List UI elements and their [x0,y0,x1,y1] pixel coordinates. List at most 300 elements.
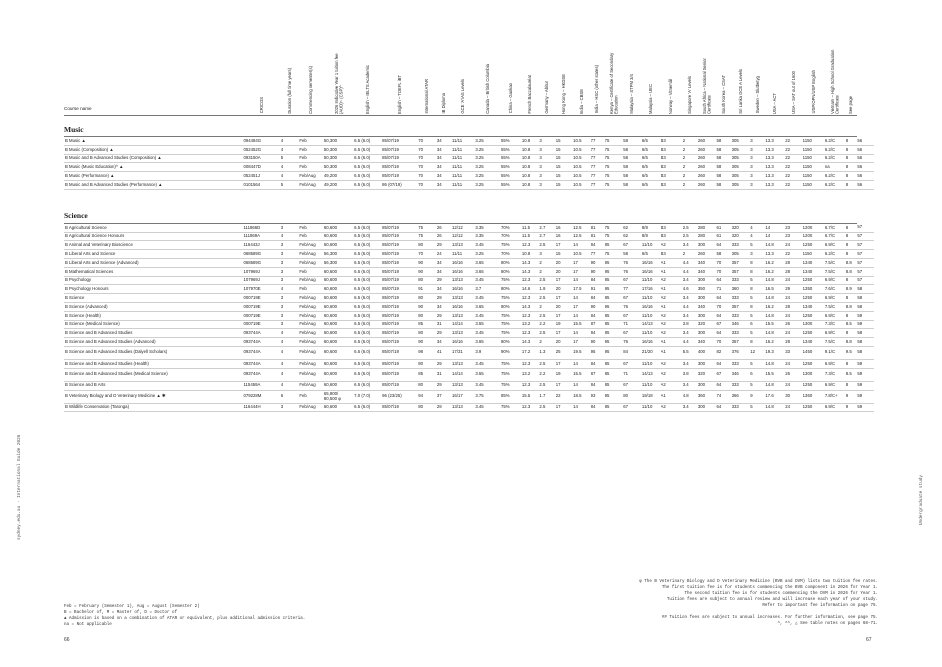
table-cell: 70 [418,163,437,172]
table-cell: 13/13 [452,241,475,250]
table-cell: 16/16 [452,258,475,267]
table-cell: 50,300 [324,154,354,163]
column-header-label: See page [848,95,854,114]
table-cell: 14.8 [765,403,785,412]
table-cell: 87 [591,368,605,381]
table-cell: 6.5 (6.0) [354,163,382,172]
table-cell: 16 [556,223,573,232]
table-cell: 75 [605,223,624,232]
table-cell: 14.3 [522,302,539,311]
table-cell: 093744A [243,346,280,359]
table-cell: 98 [418,346,437,359]
column-header [785,36,802,116]
table-cell: 4 [281,172,300,181]
table-cell: 80 [418,294,437,303]
table-cell: 3.4 [683,241,698,250]
table-cell: 305 [732,154,751,163]
table-cell: 22 [556,390,573,403]
table-cell: 14.3 [522,338,539,347]
table-cell: 3 [539,145,555,154]
column-header [418,36,437,116]
table-cell: 70% [501,223,522,232]
table-cell: 17 [556,241,573,250]
table-cell: 10.8 [522,137,539,146]
table-cell: 6.9/C [825,381,846,390]
table-row [64,154,874,163]
table-cell: A2 [661,241,683,250]
table-cell: 333 [732,359,751,368]
table-cell: 300 [698,403,717,412]
legend-line: na = Not applicable [64,623,112,627]
table-cell: 11/11 [452,163,475,172]
table-cell: 64 [716,311,731,320]
table-cell: 8 [846,359,858,368]
course-name-cell: B Science and B Advanced Studies (Advanced) [64,338,243,347]
column-header-label: Vietnam – High School Graduation Certificate [829,49,840,114]
table-cell: 90 [591,258,605,267]
table-cell: 260 [698,250,717,259]
table-cell: 13.2 [522,368,539,381]
table-cell: 75 [605,163,624,172]
table-cell: 80% [501,258,522,267]
table-cell: 6/5 [642,180,661,189]
table-cell: 50,300 [324,163,354,172]
table-cell: 74 [716,390,731,403]
table-cell: 4 [750,223,765,232]
table-cell: 81 [591,223,605,232]
table-cell: 85/07/19 [382,294,418,303]
table-cell: 6.9/C [825,294,846,303]
table-cell: 95 [605,338,624,347]
table-cell: 84 [591,276,605,285]
table-cell: 1250 [803,403,825,412]
table-cell: 12.3 [522,381,539,390]
table-cell: 11/10 [642,329,661,338]
table-cell: 5 [750,359,765,368]
table-cell: 50,300 [324,145,354,154]
table-cell: 67 [623,329,642,338]
table-cell: 6.5 (6.0) [354,223,382,232]
table-cell: 25 [556,346,573,359]
table-cell: 15 [556,172,573,181]
table-cell: 3 [281,258,300,267]
table-cell: 85 [605,403,624,412]
table-cell: A2 [661,381,683,390]
table-cell: B3 [661,250,683,259]
table-cell: 1150 [803,154,825,163]
table-cell: 49,200 [324,172,354,181]
table-cell: 58 [716,145,731,154]
table-cell: 11/10 [642,311,661,320]
table-cell: 4.8 [683,390,698,403]
table-cell: 29 [437,403,452,412]
table-row [64,267,874,276]
table-cell: 70 [418,145,437,154]
table-cell: 57 [857,241,874,250]
table-cell: 111866D [243,223,280,232]
table-cell: 85 [605,276,624,285]
table-cell: 1.9 [539,285,555,294]
table-cell: 7.5/C [825,338,846,347]
column-header-label: Duration (full time years) [286,68,292,114]
table-cell: 3 [281,223,300,232]
table-cell: 13.3 [765,250,785,259]
table-row [64,390,874,403]
table-cell: 67 [623,359,642,368]
table-cell: 26 [785,320,802,329]
table-cell: 75% [501,320,522,329]
table-cell: 80% [501,267,522,276]
course-requirements-table [64,36,874,412]
table-cell: 5 [750,329,765,338]
table-cell: 068589G [243,258,280,267]
table-cell: 85 [605,320,624,329]
course-name-cell: B Mathematical Sciences [64,267,243,276]
table-row [64,403,874,412]
table-cell: 70% [501,250,522,259]
table-cell: 6.9/C [825,359,846,368]
course-name-cell: B Science and B Advanced Studies (Medical Science) [64,368,243,381]
column-header-label: Norway – Vitnemål [668,78,674,114]
table-cell: 14 [573,403,590,412]
table-cell: 14/13 [642,368,661,381]
table-cell: 75% [501,241,522,250]
table-cell: 22 [785,145,802,154]
table-cell: 8 [846,250,858,259]
column-header-label: French Baccalauréat [527,75,533,114]
table-cell: 14.8 [765,311,785,320]
table-cell: 55% [501,172,522,181]
table-cell: 8 [846,294,858,303]
table-cell: 85/07/19 [382,329,418,338]
table-cell: 5 [750,294,765,303]
table-cell: 3 [281,320,300,329]
table-cell: 2.7 [539,232,555,241]
table-cell: 56 [857,180,874,189]
table-cell: 15 [556,163,573,172]
table-cell: na [825,163,846,172]
table-cell: 76 [623,258,642,267]
table-cell: 60,600 [324,346,354,359]
column-header [683,36,698,116]
table-cell: 84 [591,381,605,390]
table-cell: 5.5 [683,346,698,359]
table-cell: 22 [785,180,802,189]
table-cell: 95 [605,258,624,267]
table-cell: 90 [418,267,437,276]
table-cell: 5 [750,311,765,320]
table-cell: 8 [846,180,858,189]
table-cell: 4 [281,232,300,241]
table-cell: 5 [750,403,765,412]
table-cell: 21/20 [642,346,661,359]
table-cell: 24 [785,403,802,412]
table-cell: 4.4 [683,338,698,347]
table-cell: 11/11 [452,250,475,259]
course-name-cell: B Animal and Veterinary Bioscience [64,241,243,250]
table-cell: 84 [591,294,605,303]
table-cell: 13.3 [765,172,785,181]
table-cell: 77 [591,145,605,154]
table-cell: 60,600 [324,276,354,285]
table-cell: 357 [732,302,751,311]
table-cell: 3.4 [683,294,698,303]
table-cell: B3 [661,137,683,146]
table-cell: Feb/Aug [299,250,323,259]
table-cell: 24 [785,311,802,320]
table-cell: 85/07/19 [382,403,418,412]
column-header [475,36,501,116]
left-margin-text: sydney.edu.au · International Guide 2026 [17,434,22,540]
table-cell: Feb [299,154,323,163]
table-cell: 10.5 [573,172,590,181]
table-cell: 1360 [803,390,825,403]
column-header [324,36,354,116]
column-header [556,36,573,116]
table-cell: 34 [437,338,452,347]
table-cell: Feb/Aug [299,368,323,381]
table-cell: 6.2/C [825,172,846,181]
table-cell: 15 [556,145,573,154]
course-name-cell: B Music and B Advanced Studies (Composition) ▲ [64,154,243,163]
table-cell: 77 [623,285,642,294]
table-cell: 60,600 [324,403,354,412]
table-cell: B3 [661,145,683,154]
table-row [64,285,874,294]
table-cell: 80% [501,302,522,311]
table-cell: 300 [698,276,717,285]
table-cell: 17 [573,267,590,276]
table-cell: 75 [418,223,437,232]
table-cell: 31 [437,320,452,329]
table-cell: 333 [732,241,751,250]
course-name-cell: B Science and B Advanced Studies [64,329,243,338]
table-cell: 6.5 (6.0) [354,359,382,368]
table-cell: 093744A [243,329,280,338]
column-header [605,36,624,116]
table-cell: 16 [556,232,573,241]
table-cell: 20 [556,258,573,267]
table-cell: 3 [281,250,300,259]
table-cell: 357 [732,338,751,347]
table-cell: 3.4 [683,311,698,320]
table-cell: 3 [281,276,300,285]
table-cell: 2 [683,163,698,172]
table-cell: 2 [539,258,555,267]
table-cell: 3 [750,145,765,154]
table-cell: 33 [785,346,802,359]
table-cell: 80 [418,311,437,320]
table-cell: 3.45 [475,241,501,250]
table-cell: 75% [501,329,522,338]
table-row [64,320,874,329]
table-cell: 49,200 [324,180,354,189]
table-cell: 85 [605,381,624,390]
table-cell: 20 [556,302,573,311]
table-cell: 85 [605,329,624,338]
table-cell: A1 [661,302,683,311]
table-cell: 29 [437,276,452,285]
table-cell: 80 [418,276,437,285]
table-cell: 093744A [243,368,280,381]
table-cell: 11/10 [642,276,661,285]
table-cell: 1250 [803,311,825,320]
table-cell: 19 [556,320,573,329]
table-cell: 29 [437,329,452,338]
table-cell: 5 [281,180,300,189]
table-row [64,302,874,311]
note-line: ^, ^^, △ See table notes on pages 68–71. [777,622,878,626]
table-cell: 4 [281,137,300,146]
table-cell: 28 [785,267,802,276]
table-cell: 15.5 [573,320,590,329]
table-cell: 58 [716,180,731,189]
column-header [623,36,642,116]
table-cell: 71 [623,320,642,329]
table-cell: 3 [750,180,765,189]
table-row [64,294,874,303]
table-cell: 2.5 [539,329,555,338]
table-cell: 84 [591,311,605,320]
column-header-label: Malaysia – UEC [648,83,654,114]
table-cell: 14 [573,241,590,250]
table-cell: 16.5 [765,285,785,294]
table-cell: 16.2 [765,258,785,267]
table-cell: 3 [539,250,555,259]
table-cell: 16/16 [642,258,661,267]
table-cell: 14.8 [765,359,785,368]
table-cell: 333 [732,311,751,320]
table-cell: 16/16 [642,338,661,347]
table-cell: 13/13 [452,403,475,412]
table-cell: 80% [501,285,522,294]
table-cell: 29 [437,241,452,250]
column-header-label: China – Gaokao [508,83,514,114]
table-cell: 85/07/19 [382,258,418,267]
table-cell: Feb/Aug [299,403,323,412]
course-name-cell: B Music (Composition) ▲ [64,145,243,154]
table-cell: 85/07/19 [382,241,418,250]
section-spacer [64,189,874,203]
table-cell: 4.4 [683,267,698,276]
table-cell: 1250 [803,294,825,303]
table-cell: 8/8 [642,232,661,241]
table-cell: 6.5 (6.0) [354,368,382,381]
table-cell: 6.7/C [825,223,846,232]
table-cell: 320 [732,232,751,241]
table-cell: Feb/Aug [299,258,323,267]
table-cell: 3 [281,302,300,311]
table-cell: 3.25 [475,137,501,146]
table-cell: 58 [716,250,731,259]
table-cell: B3 [661,232,683,241]
table-cell: 9 [846,403,858,412]
table-cell: 95 [605,302,624,311]
column-header-label: South Africa – National Senior Certificate [701,57,712,114]
table-cell: 6/5 [642,250,661,259]
table-cell: 58 [716,154,731,163]
table-cell: 11.5 [522,223,539,232]
table-cell: 58 [623,250,642,259]
table-cell: 1300 [803,368,825,381]
table-row [64,276,874,285]
table-cell: Feb [299,267,323,276]
table-cell: 12/12 [452,232,475,241]
table-cell: 11/11 [452,145,475,154]
table-cell: 34 [437,163,452,172]
table-cell: 14.8 [765,241,785,250]
table-cell: 7.6/C [825,285,846,294]
table-cell: 85 [605,241,624,250]
table-cell: 14 [765,232,785,241]
column-header [661,36,683,116]
table-cell: 300 [698,294,717,303]
table-cell: 12.3 [522,329,539,338]
table-cell: 85 [605,311,624,320]
table-cell: 5 [750,381,765,390]
course-name-cell: B Liberal Arts and Science [64,250,243,259]
table-cell: 7.5/C [825,258,846,267]
table-cell: 1150 [803,172,825,181]
table-cell: 260 [698,154,717,163]
table-cell: 6.5 (6.0) [354,258,382,267]
table-cell: 85/07/19 [382,145,418,154]
column-header [501,36,522,116]
table-cell: 28 [785,338,802,347]
table-cell: 95 [605,346,624,359]
table-cell: 87 [591,320,605,329]
table-cell: 1250 [803,276,825,285]
table-cell: 55% [501,154,522,163]
table-cell: 3.45 [475,311,501,320]
table-cell: 400 [698,346,717,359]
table-cell: 60,600 [324,381,354,390]
table-cell: 11/10 [642,403,661,412]
table-cell: 4 [750,232,765,241]
table-cell: 6.5 (6.0) [354,346,382,359]
table-cell: 24 [437,250,452,259]
table-cell: 4.4 [683,258,698,267]
table-cell: 3.4 [683,359,698,368]
table-cell: 1200 [803,232,825,241]
table-cell: 2 [683,180,698,189]
table-cell: 6.5 (6.0) [354,320,382,329]
table-cell: 34 [437,137,452,146]
note-line: ## Tuition fees are subject to annual increases. For further information, see page 75. [661,616,878,620]
table-cell: 6.5 (6.0) [354,180,382,189]
table-cell: 340 [698,267,717,276]
table-cell: 55% [501,163,522,172]
column-header-label: Malaysia – STPM 3/4 [629,73,635,114]
table-cell: Feb/Aug [299,241,323,250]
table-cell: 70 [418,250,437,259]
table-cell: 1250 [803,329,825,338]
table-cell: 6.5 (6.0) [354,381,382,390]
table-cell: 34 [437,267,452,276]
table-cell: 34 [437,180,452,189]
table-cell: 59 [857,368,874,381]
table-cell: 107970E [243,285,280,294]
column-header [765,36,785,116]
table-cell: 1250 [803,359,825,368]
table-cell: 75% [501,276,522,285]
table-cell: 357 [732,258,751,267]
table-cell: 65,900/ 80,500 φ [324,390,354,403]
table-cell: 12/12 [452,223,475,232]
table-header-row [64,36,874,116]
table-cell: 15 [556,250,573,259]
table-cell: 28 [785,302,802,311]
